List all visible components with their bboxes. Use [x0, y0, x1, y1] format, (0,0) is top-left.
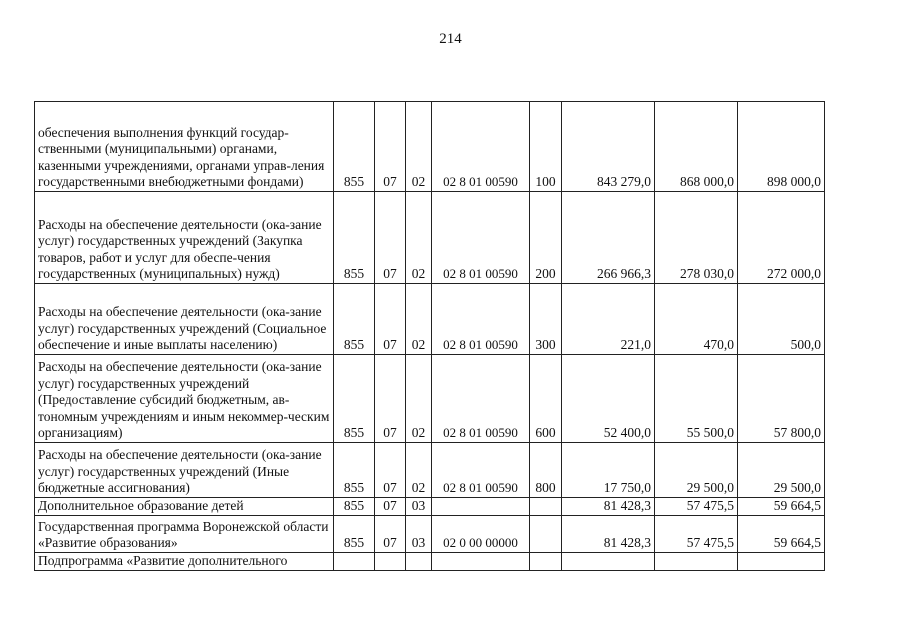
amount-year2-cell: 470,0: [655, 284, 738, 355]
amount-year3-cell: 29 500,0: [738, 443, 825, 498]
page-number: 214: [439, 31, 462, 47]
amount-year2-cell: 57 475,5: [655, 498, 738, 516]
target-article-cell: 02 8 01 00590: [432, 192, 530, 284]
row-description: Расходы на обеспечение деятельности (ока-зание услуг) государственных учреждений (Социальное обеспечение и иные выплаты населению): [35, 284, 334, 355]
grbs-cell: [334, 553, 375, 571]
target-article-cell: [432, 498, 530, 516]
grbs-cell: 855: [334, 355, 375, 443]
subsection-cell: 03: [406, 498, 432, 516]
subsection-cell: 03: [406, 516, 432, 553]
amount-year1-cell: [562, 553, 655, 571]
subsection-cell: [406, 553, 432, 571]
table-row: [35, 516, 825, 553]
table-row: [35, 192, 825, 284]
expense-type-cell: [530, 553, 562, 571]
grbs-cell: 855: [334, 443, 375, 498]
section-cell: [375, 553, 406, 571]
expense-type-cell: 800: [530, 443, 562, 498]
amount-year1-cell: 221,0: [562, 284, 655, 355]
amount-year3-cell: 59 664,5: [738, 516, 825, 553]
amount-year1-cell: 52 400,0: [562, 355, 655, 443]
grbs-cell: 855: [334, 192, 375, 284]
subsection-cell: 02: [406, 355, 432, 443]
table-row: [35, 443, 825, 498]
section-cell: 07: [375, 516, 406, 553]
amount-year3-cell: 500,0: [738, 284, 825, 355]
table-row: [35, 355, 825, 443]
expense-type-cell: [530, 516, 562, 553]
budget-table: [34, 101, 825, 571]
table-row: [35, 498, 825, 516]
target-article-cell: 02 8 01 00590: [432, 355, 530, 443]
amount-year3-cell: 898 000,0: [738, 102, 825, 192]
target-article-cell: 02 0 00 00000: [432, 516, 530, 553]
amount-year1-cell: 266 966,3: [562, 192, 655, 284]
expense-type-cell: 100: [530, 102, 562, 192]
section-cell: 07: [375, 498, 406, 516]
amount-year1-cell: 81 428,3: [562, 516, 655, 553]
expense-type-cell: [530, 498, 562, 516]
amount-year2-cell: 57 475,5: [655, 516, 738, 553]
subsection-cell: 02: [406, 443, 432, 498]
subsection-cell: 02: [406, 102, 432, 192]
section-cell: 07: [375, 192, 406, 284]
row-description: Государственная программа Воронежской области «Развитие образования»: [35, 516, 334, 553]
amount-year1-cell: 843 279,0: [562, 102, 655, 192]
section-cell: 07: [375, 443, 406, 498]
subsection-cell: 02: [406, 192, 432, 284]
amount-year2-cell: 55 500,0: [655, 355, 738, 443]
target-article-cell: 02 8 01 00590: [432, 102, 530, 192]
row-description: обеспечения выполнения функций государ-ственными (муниципальными) органами, казенными учреждениями, органами управ-ления государственными внебюджетными фондами): [35, 102, 334, 192]
amount-year2-cell: 278 030,0: [655, 192, 738, 284]
row-description: Дополнительное образование детей: [35, 498, 334, 516]
expense-type-cell: 200: [530, 192, 562, 284]
amount-year2-cell: 868 000,0: [655, 102, 738, 192]
section-cell: 07: [375, 284, 406, 355]
table-row: [35, 102, 825, 192]
section-cell: 07: [375, 355, 406, 443]
grbs-cell: 855: [334, 284, 375, 355]
amount-year3-cell: 59 664,5: [738, 498, 825, 516]
amount-year3-cell: 57 800,0: [738, 355, 825, 443]
grbs-cell: 855: [334, 516, 375, 553]
section-cell: 07: [375, 102, 406, 192]
row-description: Расходы на обеспечение деятельности (ока-зание услуг) государственных учреждений (Предоставление субсидий бюджетным, ав-тономным учреждениям и иным некоммер-ческим организациям): [35, 355, 334, 443]
target-article-cell: 02 8 01 00590: [432, 443, 530, 498]
table-row: [35, 553, 825, 571]
amount-year1-cell: 81 428,3: [562, 498, 655, 516]
table-row: [35, 284, 825, 355]
expense-type-cell: 600: [530, 355, 562, 443]
expense-type-cell: 300: [530, 284, 562, 355]
amount-year3-cell: 272 000,0: [738, 192, 825, 284]
row-description: Расходы на обеспечение деятельности (ока-зание услуг) государственных учреждений (Иные бюджетные ассигнования): [35, 443, 334, 498]
target-article-cell: 02 8 01 00590: [432, 284, 530, 355]
target-article-cell: [432, 553, 530, 571]
grbs-cell: 855: [334, 498, 375, 516]
amount-year1-cell: 17 750,0: [562, 443, 655, 498]
amount-year3-cell: [738, 553, 825, 571]
grbs-cell: 855: [334, 102, 375, 192]
amount-year2-cell: 29 500,0: [655, 443, 738, 498]
row-description: Расходы на обеспечение деятельности (ока-зание услуг) государственных учреждений (Закупка товаров, работ и услуг для обеспе-чения государственных (муниципальных) нужд): [35, 192, 334, 284]
amount-year2-cell: [655, 553, 738, 571]
row-description: Подпрограмма «Развитие дополнительного: [35, 553, 334, 571]
subsection-cell: 02: [406, 284, 432, 355]
